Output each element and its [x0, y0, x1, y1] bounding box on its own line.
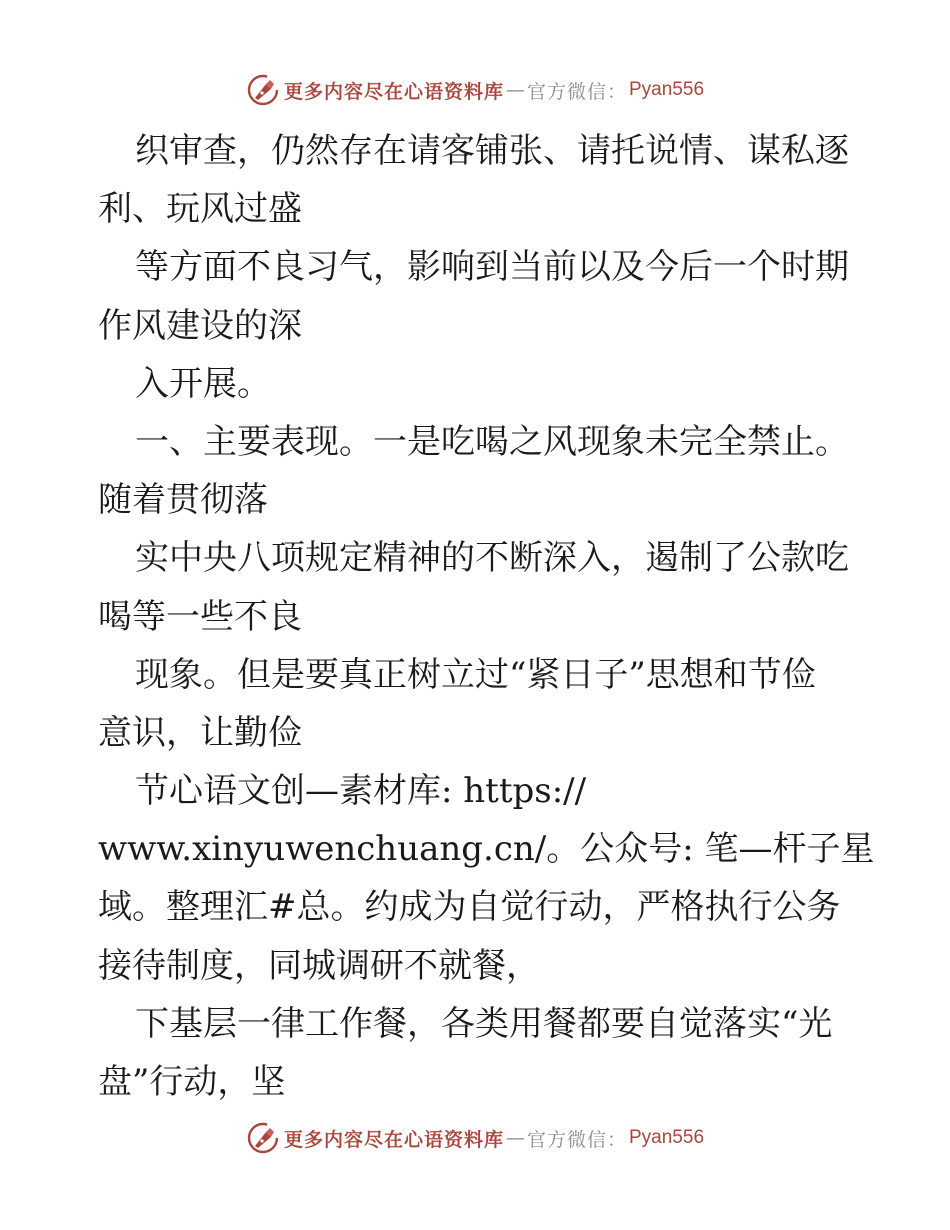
text-line: 实中央八项规定精神的不断深入，遏制了公款吃 — [135, 538, 849, 579]
text-line: 等方面不良习气，影响到当前以及今后一个时期 — [135, 247, 849, 288]
text-line: 下基层一律工作餐，各类用餐都要自觉落实“光 — [135, 1003, 833, 1044]
text-line: 随着贯彻落 — [98, 480, 268, 521]
text-line-url: www.xinyuwenchuang.cn/。公众号: 笔—杆子星 — [98, 829, 875, 870]
text-line: 织审查，仍然存在请客铺张、请托说情、谋私逐 — [135, 131, 849, 171]
header-wechat-label: 官方微信： — [526, 80, 627, 103]
header-separator: — — [505, 79, 525, 101]
pen-nib-logo-icon — [246, 73, 280, 107]
header-wechat-account: Pyan556 — [629, 79, 705, 100]
document-body — [98, 122, 875, 1111]
text-line: 利、玩风过盛 — [98, 189, 302, 230]
text-line: 一、主要表现。一是吃喝之风现象未完全禁止。 — [135, 421, 849, 462]
header-banner[interactable] — [0, 70, 950, 110]
pen-nib-logo-icon — [246, 1121, 280, 1155]
text-line: 作风建设的深 — [98, 305, 302, 346]
footer-brand-text: 更多内容尽在心语资料库 — [283, 1128, 504, 1151]
text-line: 现象。但是要真正树立过“紧日子”思想和节俭 — [135, 654, 816, 695]
footer-separator: — — [505, 1127, 525, 1149]
header-brand-text: 更多内容尽在心语资料库 — [283, 80, 504, 103]
footer-banner[interactable] — [0, 1118, 950, 1158]
text-line: 入开展。 — [135, 363, 271, 404]
footer-wechat-label: 官方微信： — [526, 1128, 627, 1151]
footer-wechat-account: Pyan556 — [629, 1127, 705, 1148]
text-line: 盘”行动，坚 — [98, 1062, 286, 1102]
text-line: 节心语文创—素材库: https:// — [135, 771, 587, 812]
text-line: 域。整理汇#总。约成为自觉行动，严格执行公务 — [98, 887, 841, 928]
text-line: 意识，让勤俭 — [98, 712, 302, 753]
text-line: 接待制度，同城调研不就餐， — [98, 945, 540, 986]
text-line: 喝等一些不良 — [98, 596, 302, 637]
